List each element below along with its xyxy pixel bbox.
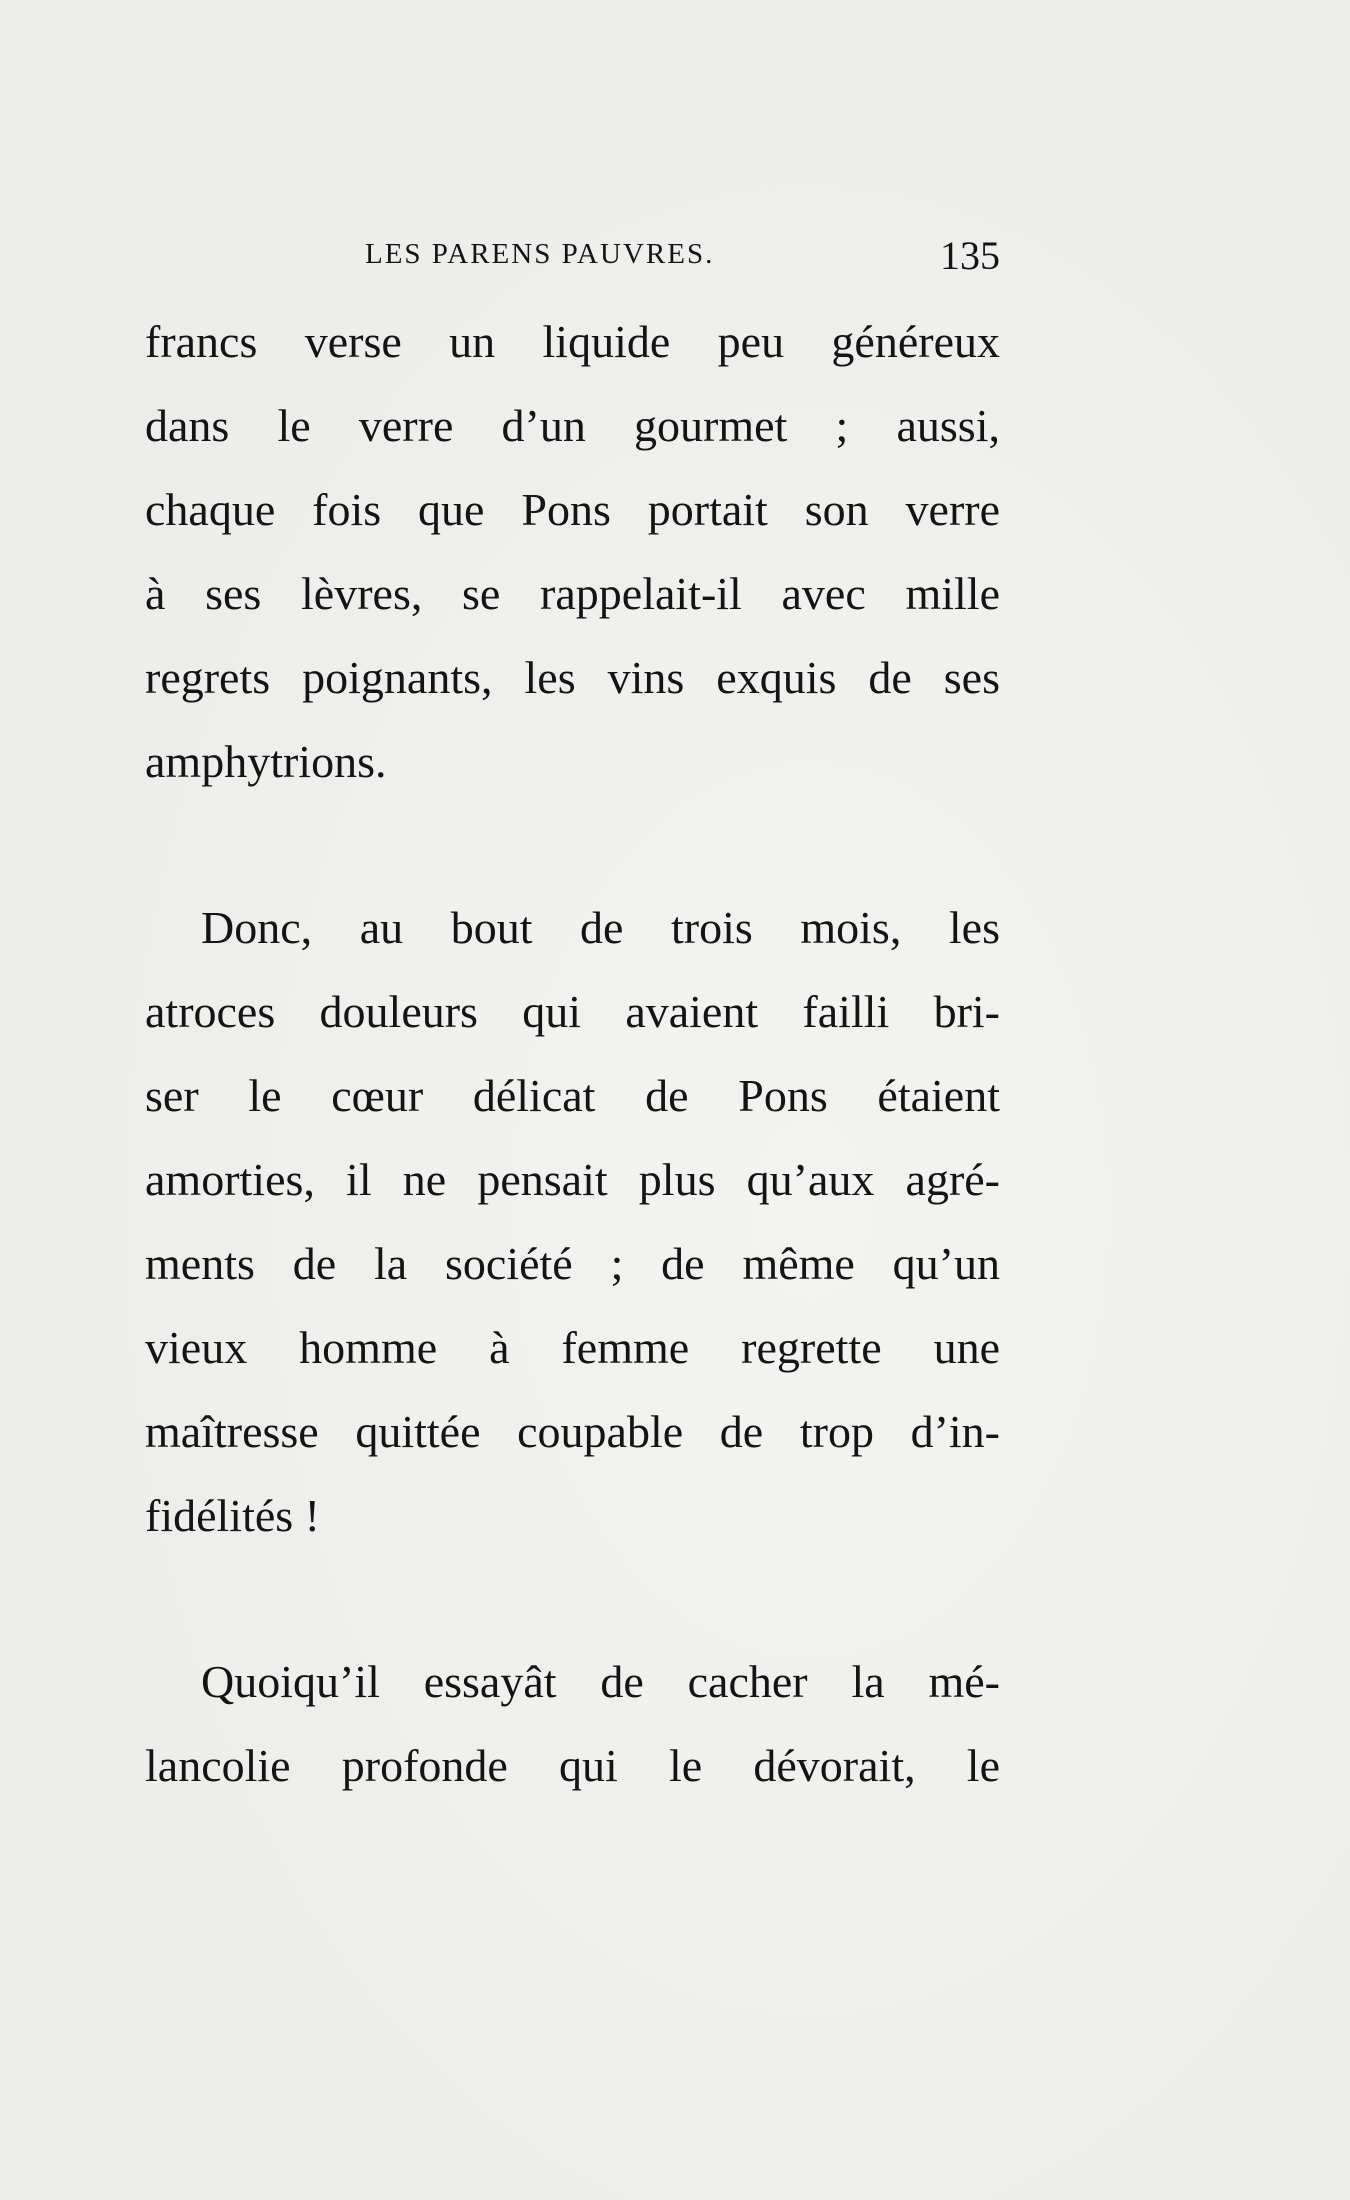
page-header bbox=[145, 232, 1000, 292]
text-line: ser le cœur délicat de Pons étaient bbox=[145, 1070, 1000, 1121]
text-line: lancolie profonde qui le dévorait, le bbox=[145, 1740, 1000, 1791]
text-line: dans le verre d’un gourmet ; aussi, bbox=[145, 400, 1000, 451]
text-line: ments de la société ; de même qu’un bbox=[145, 1238, 1000, 1289]
text-line: amphytrions. bbox=[145, 736, 387, 787]
text-line: regrets poignants, les vins exquis de ses bbox=[145, 652, 1000, 703]
text-line: amorties, il ne pensait plus qu’aux agré- bbox=[145, 1154, 1000, 1205]
paragraph-2 bbox=[145, 886, 1000, 1558]
paragraph-spacer bbox=[145, 804, 1000, 886]
text-line: à ses lèvres, se rappelait-il avec mille bbox=[145, 568, 1000, 619]
body-text bbox=[145, 300, 1000, 1808]
text-line: atroces douleurs qui avaient failli bri- bbox=[145, 986, 1000, 1037]
text-line: Quoiqu’il essayât de cacher la mé- bbox=[201, 1656, 1000, 1707]
text-line: maîtresse quittée coupable de trop d’in- bbox=[145, 1406, 1000, 1457]
text-line: fidélités ! bbox=[145, 1490, 320, 1541]
paragraph-1 bbox=[145, 300, 1000, 804]
text-line: vieux homme à femme regrette une bbox=[145, 1322, 1000, 1373]
paragraph-spacer bbox=[145, 1558, 1000, 1640]
page-number: 135 bbox=[940, 233, 1000, 278]
text-line: chaque fois que Pons portait son verre bbox=[145, 484, 1000, 535]
text-line: francs verse un liquide peu généreux bbox=[145, 316, 1000, 367]
paragraph-3 bbox=[145, 1640, 1000, 1808]
text-line: Donc, au bout de trois mois, les bbox=[201, 902, 1000, 953]
running-head: LES PARENS PAUVRES. bbox=[365, 238, 715, 270]
